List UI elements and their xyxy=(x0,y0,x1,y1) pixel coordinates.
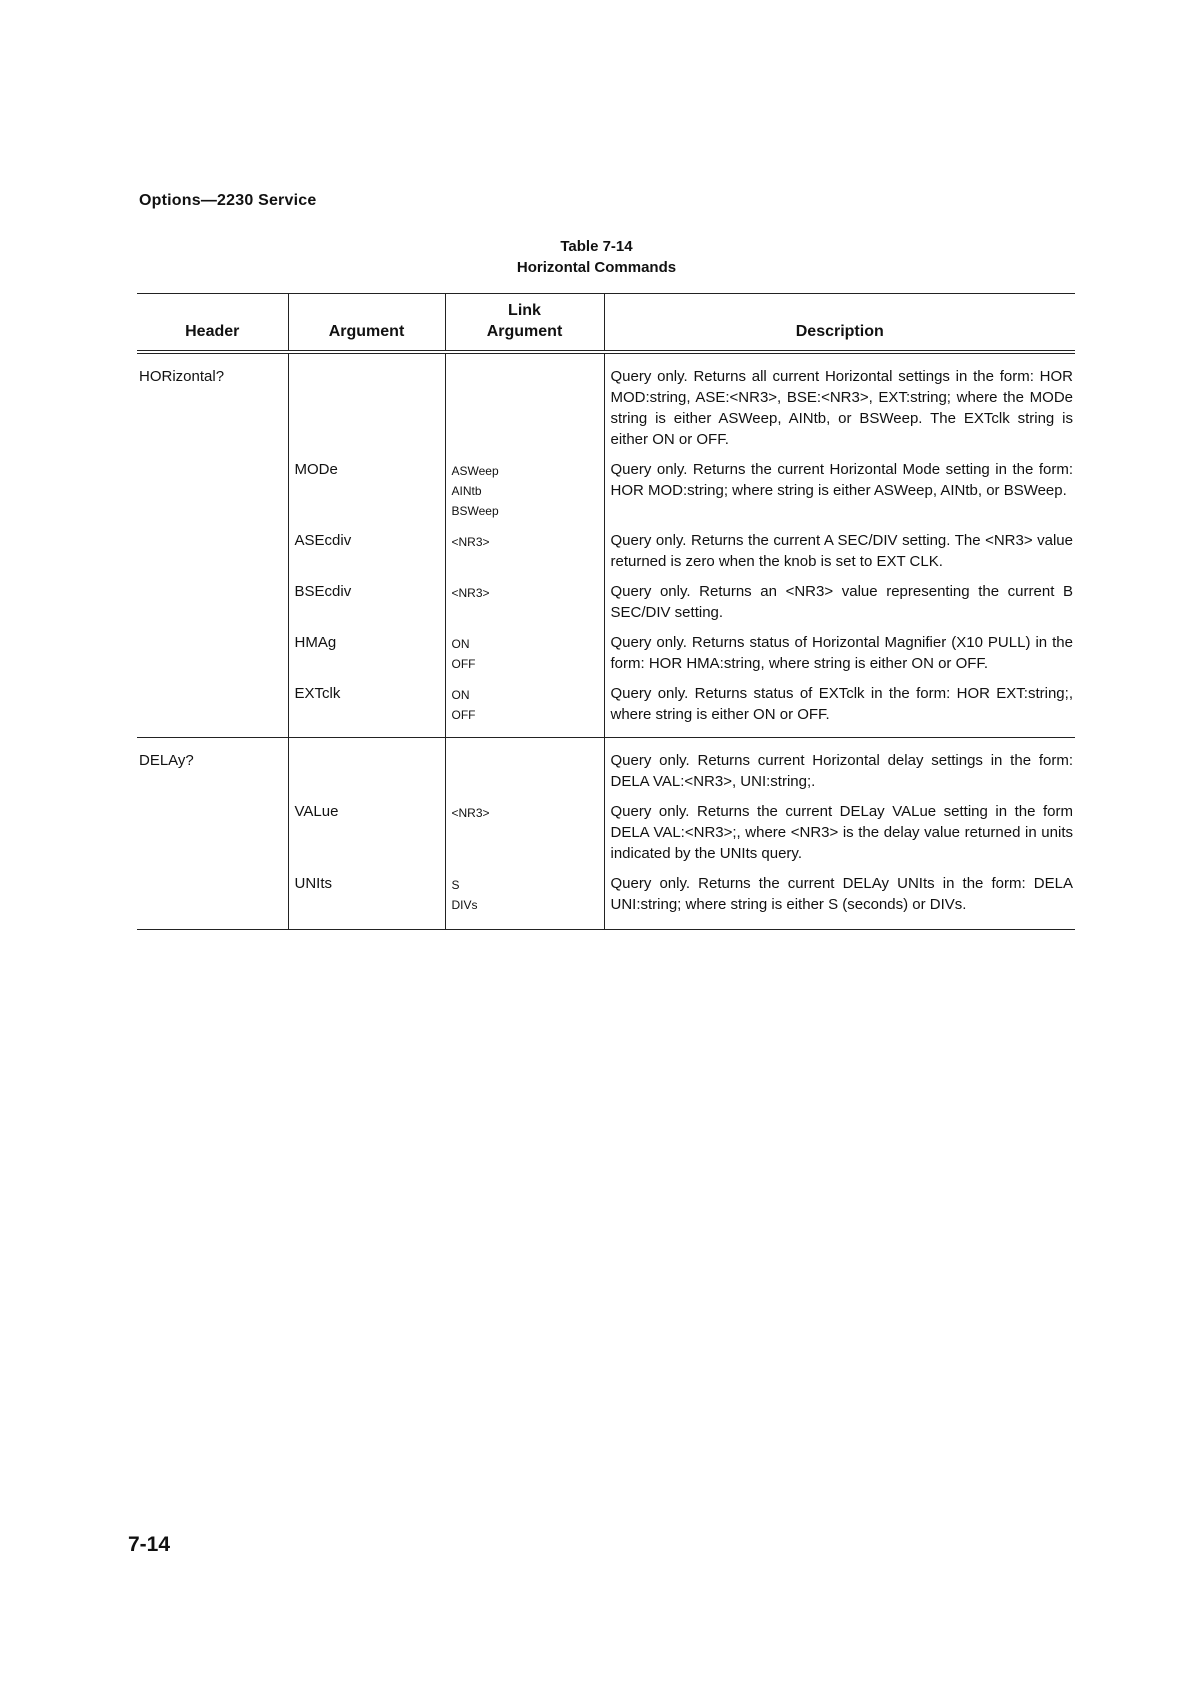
column-header-description: Description xyxy=(604,294,1075,352)
description-cell: Query only. Returns the current A SEC/DIV setting. The <NR3> value returned is zero when the knob is set to EXT CLK. xyxy=(604,526,1075,577)
link-argument-cell: S DIVs xyxy=(445,869,604,930)
column-header-argument: Argument xyxy=(288,294,445,352)
table-row xyxy=(137,352,1075,455)
argument-cell: VALue xyxy=(288,797,445,869)
link-argument-cell: ASWeep AINtb BSWeep xyxy=(445,455,604,526)
horizontal-commands-table xyxy=(137,293,1075,930)
table-row xyxy=(137,628,1075,679)
link-argument-cell: ON OFF xyxy=(445,628,604,679)
table-row xyxy=(137,526,1075,577)
column-header-link-argument: Link Argument xyxy=(445,294,604,352)
link-argument-cell xyxy=(445,738,604,798)
header-cell: HORizontal? xyxy=(139,368,225,385)
header-cell xyxy=(137,526,288,577)
description-cell: Query only. Returns the current Horizontal Mode setting in the form: HOR MOD:string; where string is either ASWeep, AINtb, or BSWeep. xyxy=(604,455,1075,526)
table-row xyxy=(137,679,1075,738)
running-head: Options—2230 Service xyxy=(139,192,317,209)
column-header-header: Header xyxy=(137,294,288,352)
table-row xyxy=(137,455,1075,526)
link-argument-cell: <NR3> xyxy=(445,526,604,577)
table-row xyxy=(137,869,1075,930)
link-argument-cell: ON OFF xyxy=(445,679,604,738)
link-argument-cell: <NR3> xyxy=(445,797,604,869)
argument-cell xyxy=(288,352,445,455)
table-number: Table 7-14 xyxy=(560,238,633,255)
description-cell: Query only. Returns status of EXTclk in the form: HOR EXT:string;, where string is either ON or OFF. xyxy=(604,679,1075,738)
argument-cell: BSEcdiv xyxy=(288,577,445,628)
table-row xyxy=(137,797,1075,869)
description-cell: Query only. Returns the current DELAy UNIts in the form: DELA UNI:string; where string is either S (seconds) or DIVs. xyxy=(604,869,1075,930)
argument-cell: ASEcdiv xyxy=(288,526,445,577)
description-cell: Query only. Returns the current DELay VALue setting in the form DELA VAL:<NR3>;, where <NR3> is the delay value returned in units indicated by the UNIts query. xyxy=(604,797,1075,869)
description-cell: Query only. Returns all current Horizontal settings in the form: HOR MOD:string, ASE:<NR3>, BSE:<NR3>, EXT:string; where the MODe string is either ASWeep, AINtb, or BSWeep. The EXTclk string is either ON or OFF. xyxy=(604,352,1075,455)
argument-cell: UNIts xyxy=(288,869,445,930)
description-cell: Query only. Returns status of Horizontal Magnifier (X10 PULL) in the form: HOR HMA:string, where string is either ON or OFF. xyxy=(604,628,1075,679)
header-cell xyxy=(137,577,288,628)
table-row xyxy=(137,577,1075,628)
argument-cell xyxy=(288,738,445,798)
link-argument-cell: <NR3> xyxy=(445,577,604,628)
argument-cell: EXTclk xyxy=(288,679,445,738)
argument-cell: MODe xyxy=(288,455,445,526)
header-cell: DELAy? xyxy=(139,752,194,769)
header-cell xyxy=(137,797,288,869)
page-number: 7-14 xyxy=(128,1533,171,1556)
description-cell: Query only. Returns an <NR3> value representing the current B SEC/DIV setting. xyxy=(604,577,1075,628)
link-argument-cell xyxy=(445,352,604,455)
header-cell xyxy=(137,455,288,526)
header-cell xyxy=(137,628,288,679)
header-cell xyxy=(137,679,288,738)
argument-cell: HMAg xyxy=(288,628,445,679)
header-cell xyxy=(137,869,288,930)
table-row xyxy=(137,738,1075,798)
description-cell: Query only. Returns current Horizontal delay settings in the form: DELA VAL:<NR3>, UNI:string;. xyxy=(604,738,1075,798)
table-title: Horizontal Commands xyxy=(516,259,677,276)
table-header-row xyxy=(137,294,1075,352)
